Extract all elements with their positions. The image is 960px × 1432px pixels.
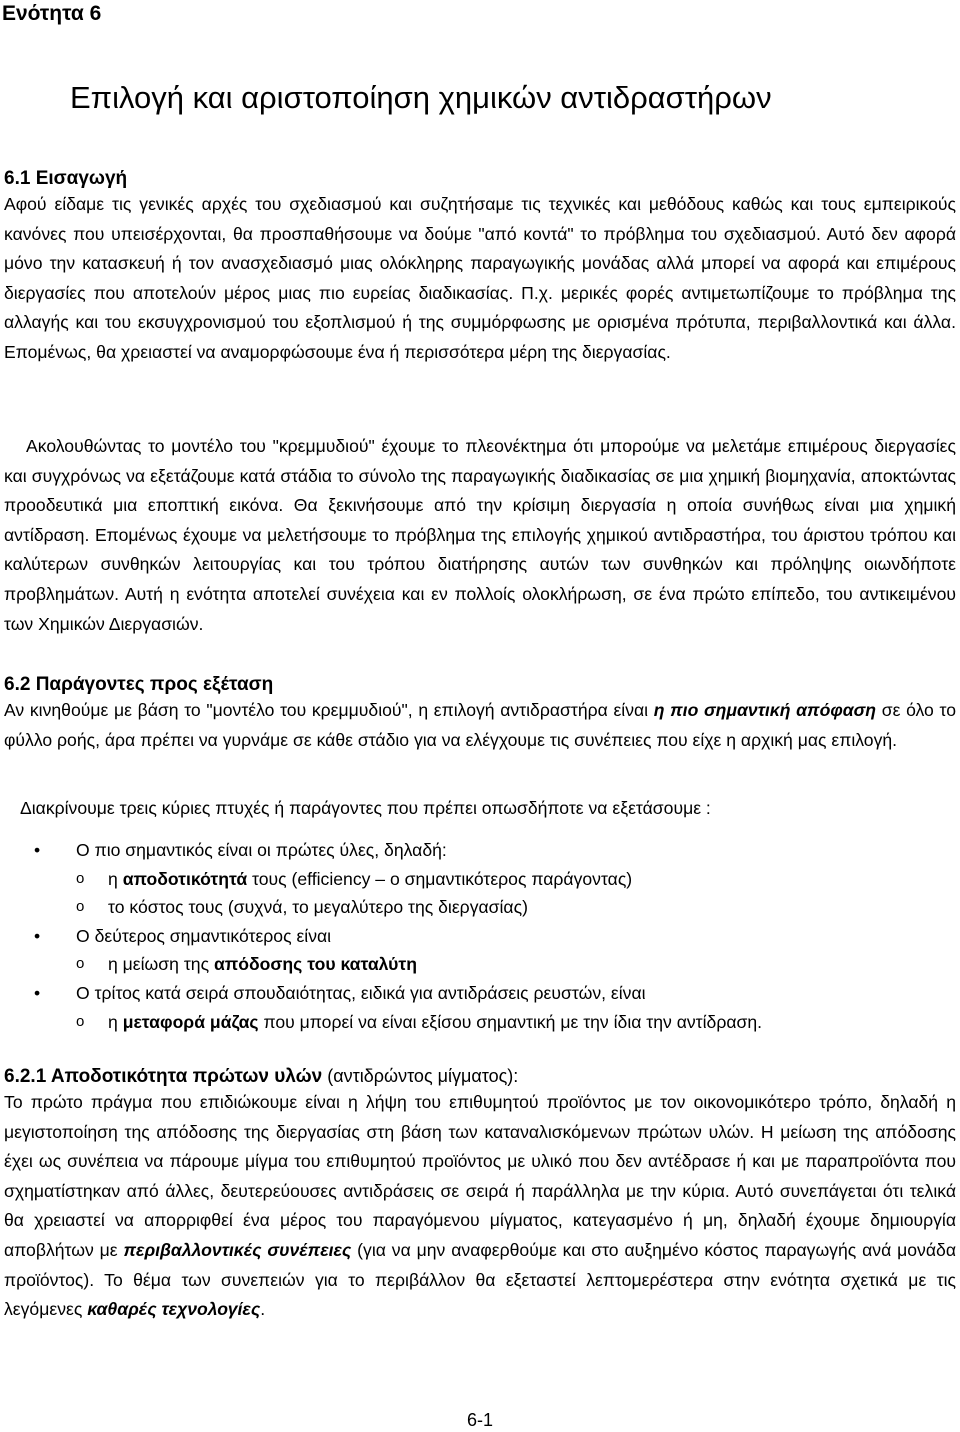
- bullet-icon: •: [34, 925, 41, 946]
- section-6-2: [4, 674, 956, 755]
- para-text: σε όλο το φύλλο ροής, άρα πρέπει να γυρνάμε σε κάθε στάδιο για να ελέγχουμε τις συνέπειες που είχε η αρχική μας επιλογή.: [4, 700, 956, 750]
- section-6-2-1: [4, 1066, 956, 1325]
- circle-bullet-icon: o: [76, 955, 85, 973]
- page-title: Επιλογή και αριστοποίηση χημικών αντιδραστήρων: [70, 80, 772, 115]
- bold-text: μεταφορά μάζας: [122, 1011, 259, 1032]
- section-6-1-heading: 6.1 Εισαγωγή: [4, 168, 128, 189]
- list-subitem-text: [108, 1008, 762, 1037]
- heading-bold: 6.2.1 Αποδοτικότητα πρώτων υλών: [4, 1066, 323, 1087]
- list-subitem-text: [108, 865, 632, 894]
- section-6-2-1-paragraph: [4, 1088, 956, 1325]
- page-number: 6-1: [466, 1410, 493, 1430]
- heading-rest: (αντιδρώντος μίγματος):: [322, 1066, 519, 1086]
- emphasis-text: καθαρές τεχνολογίες: [87, 1299, 261, 1320]
- para-text: Αν κινηθούμε με βάση το "μοντέλο του κρεμμυδιού", η επιλογή αντιδραστήρα είναι: [4, 700, 654, 720]
- text: η: [108, 1011, 123, 1032]
- text: η: [108, 868, 123, 889]
- section-6-1: [4, 168, 956, 368]
- unit-label: Ενότητα 6: [2, 2, 102, 25]
- para-text: Το πρώτο πράγμα που επιδιώκουμε είναι η λήψη του επιθυμητού προϊόντος με τον οικονομικότερο τρόπο, δηλαδή η μεγιστοποίηση της απόδοσης της διεργασίας στη βάση των καταναλισκόμενων πρώτων υλών. Η μείωση της απόδοσης έχει ως συνέπεια να πάρουμε μίγμα του επιθυμητού προϊόντος με υλικό που δεν αντέδρασε ή και με παραπροϊόντα που σχηματίστηκαν από άλλες, δευτερεύουσες αντιδράσεις σε σειρά ή παράλληλα με την κύρια. Αυτό συνεπάγεται ότι τελικά θα χρειαστεί να απορριφθεί ένα μέρος του παραγόμενου μίγματος, κατεγασμένο ή μη, δηλαδή έχουμε δημιουργία αποβλήτων με: [4, 1092, 956, 1260]
- section-6-2-heading: 6.2 Παράγοντες προς εξέταση: [4, 674, 274, 695]
- text: που μπορεί να είναι εξίσου σημαντική με την ίδια την αντίδραση.: [258, 1011, 763, 1032]
- factors-intro: Διακρίνουμε τρεις κύριες πτυχές ή παράγοντες που πρέπει οπωσδήποτε να εξετάσουμε :: [20, 798, 711, 818]
- list-subitem-text: το κόστος τους (συχνά, το μεγαλύτερο της διεργασίας): [108, 897, 528, 918]
- emphasis-text: περιβαλλοντικές συνέπειες: [123, 1239, 352, 1260]
- bullet-icon: •: [34, 840, 41, 860]
- para-text: (για να μην αναφερθούμε και στο αυξημένο κόστος παραγωγής ανά μονάδα προϊόντος). Το θέμα των συνεπειών για το περιβάλλον θα εξεταστεί λεπτομερέστερα στην ενότητα σχετικά με τις λεγόμενες: [4, 1239, 956, 1320]
- section-6-2-1-heading: [4, 1066, 956, 1088]
- section-6-2-paragraph: [4, 696, 956, 755]
- bold-text: απόδοσης του καταλύτη: [213, 954, 418, 975]
- section-6-1-paragraph-2: Ακολουθώντας το μοντέλο του "κρεμμυδιού" έχουμε το πλεονέκτημα ότι μπορούμε να μελετάμε επιμέρους διεργασίες και συγχρόνως να εξετάζουμε κατά στάδια το σύνολο της παραγωγικής διαδικασίας σε μια χημική βιομηχανία, αποκτώντας προοδευτικά μια εποπτική εικόνα. Θα ξεκινήσουμε από την κρίσιμη διεργασία η οποία συνήθως είναι μια χημική αντίδραση. Επομένως έχουμε να μελετήσουμε το πρόβλημα της επιλογής χημικού αντιδραστήρα, του άριστου τρόπου και καλύτερων συνθηκών λειτουργίας και του τρόπου διατήρησης αυτών των συνθηκών και πρόληψης οιωνδήποτε προβλημάτων. Αυτή η ενότητα αποτελεί συνέχεια και εν πολλοίς ολοκλήρωση, σε ένα πρώτο επίπεδο, του αντικειμένου των Χημικών Διεργασιών.: [4, 436, 956, 634]
- list-item-text: Ο δεύτερος σημαντικότερος είναι: [76, 925, 332, 946]
- circle-bullet-icon: o: [76, 898, 85, 916]
- bullet-icon: •: [34, 982, 41, 1003]
- bold-text: αποδοτικότητά: [122, 868, 248, 889]
- para-text: .: [260, 1299, 266, 1320]
- emphasis-text: η πιο σημαντική απόφαση: [653, 700, 877, 720]
- circle-bullet-icon: o: [76, 869, 85, 887]
- section-6-1-continued: [4, 432, 956, 639]
- text: τους (efficiency – ο σημαντικότερος παράγοντας): [247, 868, 633, 889]
- circle-bullet-icon: o: [76, 1012, 85, 1030]
- list-item-text: Ο πιο σημαντικός είναι οι πρώτες ύλες, δηλαδή:: [76, 840, 447, 860]
- text: η μείωση της: [108, 954, 214, 975]
- list-item-text: Ο τρίτος κατά σειρά σπουδαιότητας, ειδικά για αντιδράσεις ρευστών, είναι: [76, 982, 646, 1003]
- section-6-1-paragraph-1: Αφού είδαμε τις γενικές αρχές του σχεδιασμού και συζητήσαμε τις τεχνικές και μεθόδους καθώς και τους εμπειρικούς κανόνες που υπεισέρχονται, θα προσπαθήσουμε να δούμε "από κοντά" το πρόβλημα του σχεδιασμού. Αυτό δεν αφορά μόνο την κατασκευή ή τον ανασχεδιασμό μιας ολόκληρης παραγωγικής μονάδας αλλά μπορεί να αφορά και επιμέρους διεργασίες που αποτελούν μέρος μιας πιο ευρείας διαδικασίας. Π.χ. μερικές φορές αντιμετωπίζουμε το πρόβλημα της αλλαγής και του εκσυγχρονισμού του εξοπλισμού ή της συμμόρφωσης με ορισμένα πρότυπα, περιβαλλοντικά και άλλα. Επομένως, θα χρειαστεί να αναμορφώσουμε ένα ή περισσότερα μέρη της διεργασίας.: [4, 194, 956, 362]
- list-subitem-text: [108, 950, 417, 979]
